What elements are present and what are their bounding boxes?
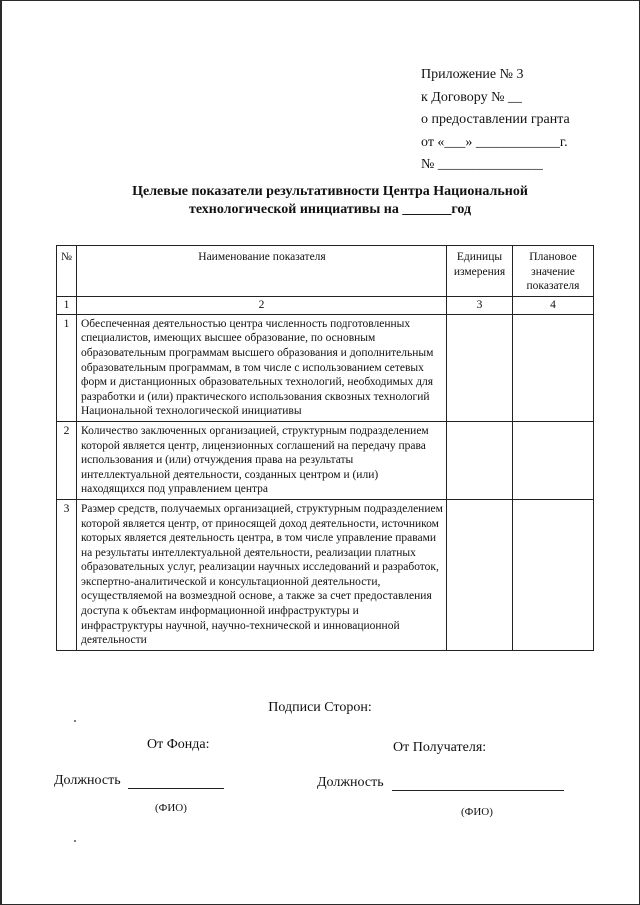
appendix-contract-ref: к Договору № __ [421,89,522,105]
signatures-heading: Подписи Сторон: [268,700,372,715]
row-planned-value [513,421,594,499]
appendix-block [421,64,621,177]
column-numbering-row [57,296,594,314]
header-planned-value: Плановое значение показателя [513,246,594,297]
recipient-position-blank [392,790,564,791]
header-number: № [57,246,77,297]
row-number: 1 [57,314,77,421]
table-row [57,314,594,421]
appendix-number-blank: № _______________ [421,157,543,172]
row-units [447,314,513,421]
column-number: 1 [57,296,77,314]
row-planned-value [513,314,594,421]
row-units [447,421,513,499]
row-number: 2 [57,421,77,499]
scan-speck [74,840,76,842]
table-header-row [57,246,594,297]
party-fund-label: От Фонда: [147,737,210,752]
fund-position-line [54,773,224,789]
title-line-1: Целевые показатели результативности Центра Национальной [132,184,528,199]
row-number: 3 [57,499,77,650]
appendix-date: от «___» ____________г. [421,134,568,150]
appendix-grant-ref: о предоставлении гранта [421,112,570,127]
document-title [80,183,580,219]
row-indicator-name: Количество заключенных организацией, структурным подразделением которой является центр, лицензионных соглашений на передачу права использования и (или) отчуждения права на результаты интеллектуальной деятельности, созданных центром и (или) находящихся под управлением центра [77,421,447,499]
column-number: 3 [447,296,513,314]
title-line-2: технологической инициативы на _______год [188,202,472,217]
row-planned-value [513,499,594,650]
appendix-number: Приложение № 3 [421,67,524,82]
recipient-position-label: Должность [317,775,384,790]
indicators-table [56,245,594,651]
header-indicator-name: Наименование показателя [77,246,447,297]
recipient-position-line [317,775,564,791]
table-row [57,421,594,499]
recipient-fio-label: (ФИО) [461,806,493,818]
fund-position-blank [128,788,224,789]
row-indicator-name: Обеспеченная деятельностью центра численность подготовленных специалистов, имеющих высшее образование, по основным образовательным программам высшего образования и дополнительным образовательным программам, в том числе с использованием сетевых форм и дистанционных образовательных технологий, необходимых для разработки и (или) практического использования сквозных технологий Национальной технологической инициативы [77,314,447,421]
party-recipient-label: От Получателя: [393,740,487,755]
fund-position-label: Должность [54,773,121,788]
header-units: Единицы измерения [447,246,513,297]
table-row [57,499,594,650]
scan-speck [74,720,76,722]
column-number: 2 [77,296,447,314]
row-indicator-name: Размер средств, получаемых организацией, структурным подразделением которой является центр, от приносящей доход деятельности, источником которых является деятельность центра, в том числе управление правами на результаты интеллектуальной деятельности, реализации платных образовательных услуг, реализации научных исследований и разработок, экспертно-аналитической и консультационной деятельности, осуществляемой на возмездной основе, а также за счет предоставления доступа к объектам информационной инфраструктуры и инфраструктуры научной, научно-технической и инновационной деятельности [77,499,447,650]
column-number: 4 [513,296,594,314]
row-units [447,499,513,650]
fund-fio-label: (ФИО) [155,802,187,814]
